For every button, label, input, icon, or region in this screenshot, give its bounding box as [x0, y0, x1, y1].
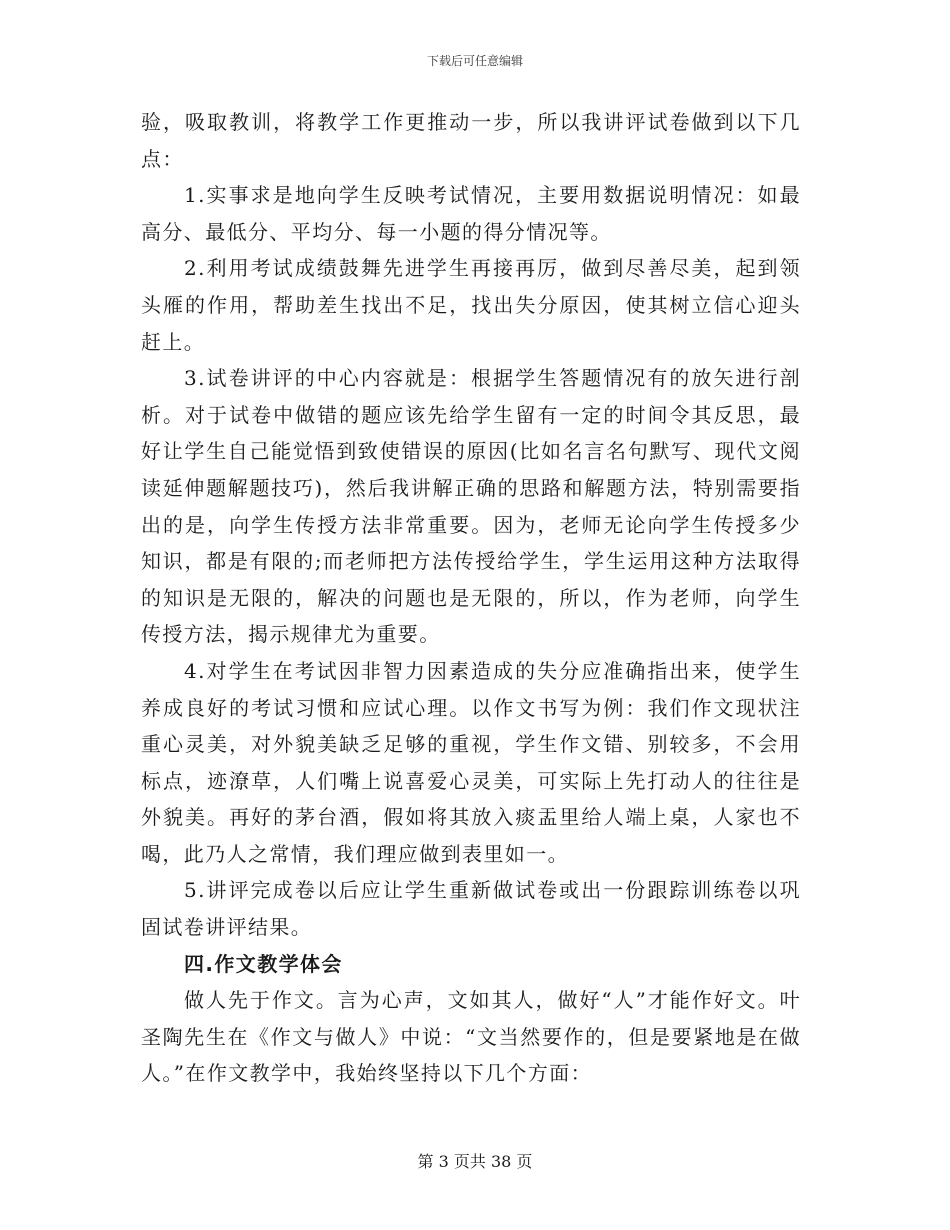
paragraph-point-3: 3.试卷讲评的中心内容就是：根据学生答题情况有的放矢进行剖析。对于试卷中做错的题应该先给学生留有一定的时间令其反思，最好让学生自己能觉悟到致使错误的原因(比如名言名句默写、现代文阅读延伸题解题技巧)，然后我讲解正确的思路和解题方法，特别需要指出的是，向学生传授方法非常重要。因为，老师无论向学生传授多少知识，都是有限的;而老师把方法传授给学生，学生运用这种方法取得的知识是无限的，解决的问题也是无限的，所以，作为老师，向学生传授方法，揭示规律尤为重要。 — [141, 366, 801, 647]
document-body — [141, 104, 801, 1092]
paragraph-point-1: 1.实事求是地向学生反映考试情况，主要用数据说明情况：如最高分、最低分、平均分、每一小题的得分情况等。 — [141, 183, 801, 244]
paragraph-point-5: 5.讲评完成卷以后应让学生重新做试卷或出一份跟踪训练卷以巩固试卷讲评结果。 — [141, 878, 801, 940]
paragraph-continuation: 验，吸取教训，将教学工作更推动一步，所以我讲评试卷做到以下几点： — [141, 110, 801, 171]
section-paragraph: 做人先于作文。言为心声，文如其人，做好“人”才能作好文。叶圣陶先生在《作文与做人》中说：“文当然要作的，但是要紧地是在做人。”在作文教学中，我始终坚持以下几个方面： — [141, 988, 801, 1086]
paragraph-point-2: 2.利用考试成绩鼓舞先进学生再接再厉，做到尽善尽美，起到领头雁的作用，帮助差生找出不足，找出失分原因，使其树立信心迎头赶上。 — [141, 256, 801, 354]
page-footer: 第 3 页共 38 页 — [417, 1152, 533, 1171]
paragraph-point-4: 4.对学生在考试因非智力因素造成的失分应准确指出来，使学生养成良好的考试习惯和应试心理。以作文书写为例：我们作文现状注重心灵美，对外貌美缺乏足够的重视，学生作文错、别较多，不会用标点，迹潦草，人们嘴上说喜爱心灵美，可实际上先打动人的往往是外貌美。再好的茅台酒，假如将其放入痰盂里给人端上桌，人家也不喝，此乃人之常情，我们理应做到表里如一。 — [141, 658, 801, 866]
section-heading: 四.作文教学体会 — [184, 951, 343, 976]
page-header: 下载后可任意编辑 — [426, 54, 523, 68]
